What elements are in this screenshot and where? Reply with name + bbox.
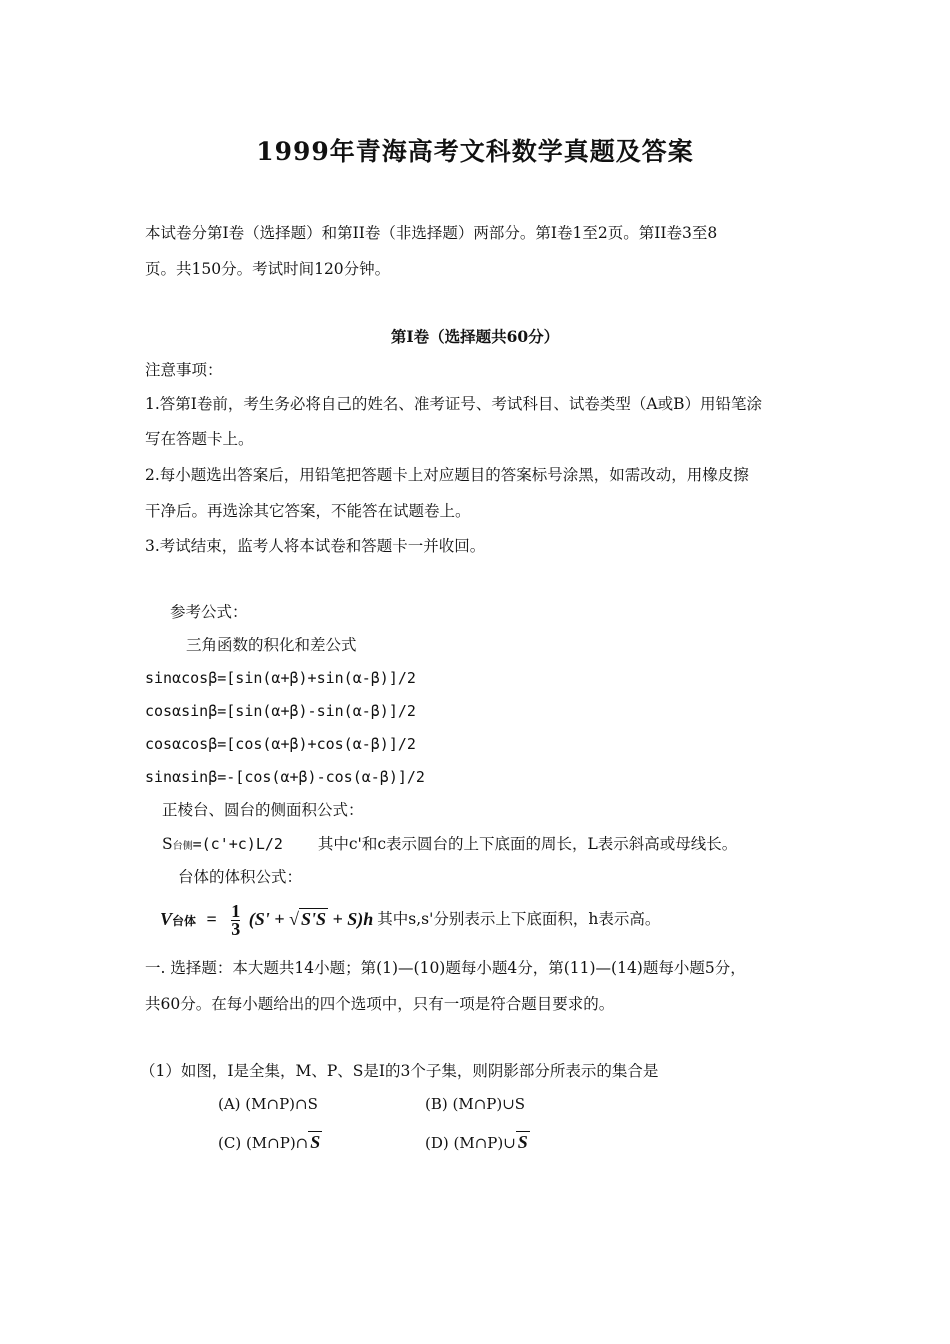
trig-formula-2: cosαsinβ=[sin(α+β)-sin(α-β)]/2 xyxy=(145,702,416,720)
part1-line-2: 共60分。在每小题给出的四个选项中，只有一项是符合题目要求的。 xyxy=(145,995,615,1013)
note-item-1a: 1.答第I卷前，考生务必将自己的姓名、准考证号、考试科目、试卷类型（A或B）用铅笔涂 xyxy=(145,395,762,413)
page-title: 1999年青海高考文科数学真题及答案 xyxy=(256,137,694,166)
option-c: (C) (M∩P)∩ S xyxy=(218,1132,321,1152)
reference-heading: 参考公式： xyxy=(170,603,248,621)
note-item-2a: 2.每小题选出答案后，用铅笔把答题卡上对应题目的答案标号涂黑，如需改动，用橡皮擦 xyxy=(145,466,749,484)
volume-formula-line xyxy=(160,900,660,940)
lateral-note: 其中c'和c表示圆台的上下底面的周长，L表示斜高或母线长。 xyxy=(317,835,738,853)
note-item-1b: 写在答题卡上。 xyxy=(145,430,254,448)
intro-line-1: 本试卷分第I卷（选择题）和第II卷（非选择题）两部分。第I卷1至2页。第II卷3至8 xyxy=(145,224,718,242)
option-a: (A) (M∩P)∩S xyxy=(218,1095,318,1113)
lateral-heading: 正棱台、圆台的侧面积公式： xyxy=(162,801,364,819)
volume-formula: V台体 = $\frac{1}{3}$ (S' + √ S'S + S)h xyxy=(160,901,374,940)
option-d: (D) (M∩P)∪ S xyxy=(425,1132,528,1152)
note-item-3: 3.考试结束，监考人将本试卷和答题卡一并收回。 xyxy=(145,537,486,555)
intro-line-2: 页。共150分。考试时间120分钟。 xyxy=(145,260,391,278)
trig-heading: 三角函数的积化和差公式 xyxy=(186,636,357,654)
part1-line-1: 一. 选择题：本大题共14小题；第(1)—(10)题每小题4分，第(11)—(14)题每小题5分， xyxy=(145,959,746,977)
lateral-s: S xyxy=(162,835,173,853)
volume-note: 其中s,s'分别表示上下底面积，h表示高。 xyxy=(377,910,661,928)
lateral-formula: =(c'+c)L/2 xyxy=(192,835,283,853)
lateral-subscript: 台侧 xyxy=(172,841,193,852)
volume-heading: 台体的体积公式： xyxy=(178,868,303,886)
trig-formula-3: cosαcosβ=[cos(α+β)+cos(α-β)]/2 xyxy=(145,735,416,753)
option-b: (B) (M∩P)∪S xyxy=(425,1095,526,1113)
trig-formula-1: sinαcosβ=[sin(α+β)+sin(α-β)]/2 xyxy=(145,669,416,687)
sqrt-icon: √ xyxy=(289,909,299,929)
lateral-formula-line xyxy=(162,833,737,858)
s-complement: S xyxy=(517,1132,528,1152)
s-complement: S xyxy=(310,1132,321,1152)
question-1-stem: （1）如图，I是全集，M、P、S是I的3个子集，则阴影部分所表示的集合是 xyxy=(140,1062,659,1080)
note-item-2b: 干净后。再选涂其它答案，不能答在试题卷上。 xyxy=(145,502,471,520)
notes-heading: 注意事项： xyxy=(145,361,223,379)
fraction-one-third: $\frac{1}{3}$ xyxy=(231,901,241,940)
trig-formula-4: sinαsinβ=-[cos(α+β)-cos(α-β)]/2 xyxy=(145,768,425,786)
section-heading: 第I卷（选择题共60分） xyxy=(390,327,560,346)
